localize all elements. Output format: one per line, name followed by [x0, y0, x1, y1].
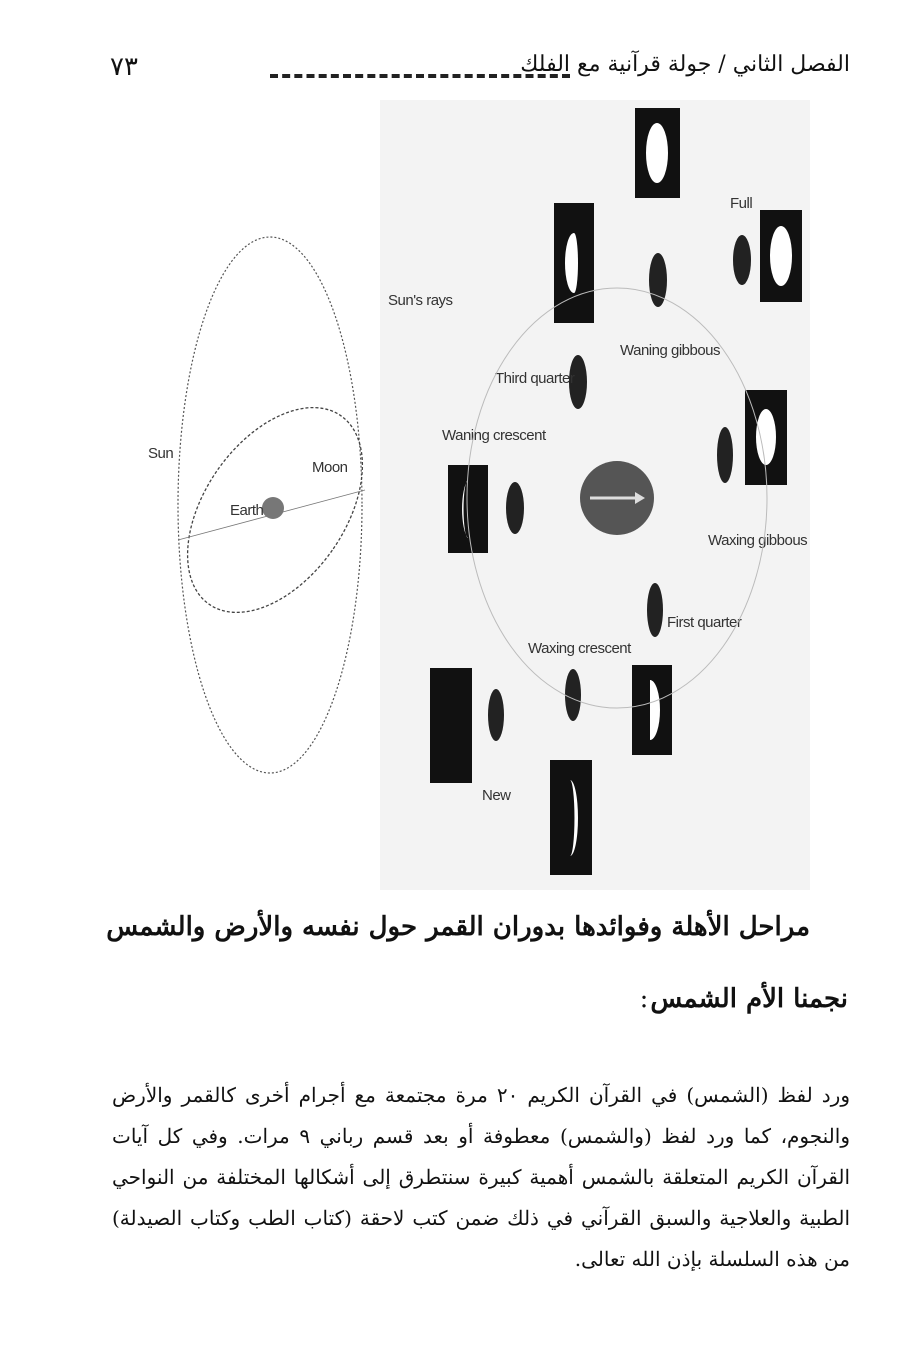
label-sun: Sun: [148, 445, 174, 462]
label-first-quarter: First quarter: [667, 614, 742, 631]
phase-new-box: [430, 668, 472, 783]
label-moon: Moon: [312, 459, 348, 476]
label-full: Full: [730, 195, 753, 212]
label-waxing-gibbous: Waxing gibbous: [708, 532, 808, 549]
phase-full-icon: [770, 226, 792, 286]
label-waning-crescent: Waning crescent: [442, 427, 546, 444]
section-heading-colon: :: [639, 984, 649, 1014]
moon-waxing-crescent-icon: [565, 669, 581, 721]
phase-full-top-icon: [646, 123, 668, 183]
moon-waxing-gibbous-icon: [717, 427, 733, 483]
page-header: [110, 52, 850, 88]
label-new: New: [482, 787, 511, 804]
label-suns-rays: Sun's rays: [388, 292, 453, 309]
body-paragraph: ورد لفظ (الشمس) في القرآن الكريم ٢٠ مرة مجتمعة مع أجرام أخرى كالقمر والأرض والنجوم، كما ورد لفظ (والشمس) معطوفة أو بعد قسم رباني ٩ مرات. وفي كل آيات القرآن الكريم المتعلقة بالشمس أهمية كبيرة سنتطرق إلى أشكالها المختلفة من النواحي الطبية والعلاجية والسبق القرآني في ذلك ضمن كتب لاحقة (كتاب الطب وكتاب الصيدلة) من هذه السلسلة بإذن الله تعالى.: [112, 1083, 850, 1271]
label-waxing-crescent: Waxing crescent: [528, 640, 631, 657]
section-heading: [640, 984, 848, 1014]
moon-waning-crescent-icon: [506, 482, 524, 534]
phase-waxing-crescent-box: [550, 760, 592, 875]
label-earth: Earth: [230, 502, 264, 519]
moon-full-icon: [733, 235, 751, 285]
page-number: ٧٣: [110, 52, 138, 82]
moon-first-quarter-icon: [647, 583, 663, 637]
figure-caption: مراحل الأهلة وفوائدها بدوران القمر حول نفسه والأرض والشمس: [106, 912, 810, 942]
moon-phases-diagram: [130, 100, 810, 890]
section-heading-text: نجمنا الأم الشمس: [650, 984, 848, 1014]
moon-new-icon: [488, 689, 504, 741]
label-third-quarter: Third quarter: [495, 370, 575, 387]
earth-icon: [262, 497, 284, 519]
label-waning-gibbous: Waning gibbous: [620, 342, 721, 359]
phase-waxing-gibbous-icon: [756, 409, 776, 465]
moon-phases-figure: [130, 100, 810, 890]
chapter-title: الفصل الثاني / جولة قرآنية مع الفلك: [520, 52, 850, 77]
